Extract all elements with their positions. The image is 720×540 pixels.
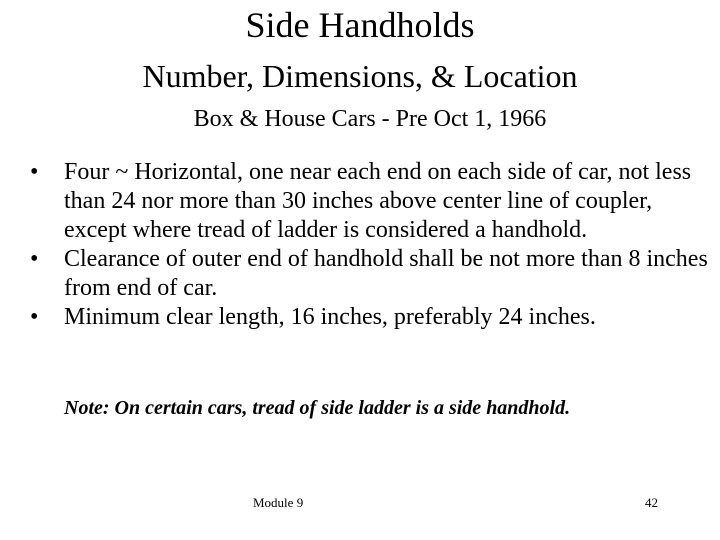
slide-scope-heading: Box & House Cars - Pre Oct 1, 1966: [193, 106, 547, 132]
bullet-text: Minimum clear length, 16 inches, preferably 24 inches.: [64, 304, 596, 330]
bullet-marker: •: [30, 159, 39, 185]
slide-subtitle: Number, Dimensions, & Location: [142, 58, 578, 94]
footer-module-label: Module 9: [253, 495, 304, 510]
bullet-text: Four ~ Horizontal, one near each end on each side of car, not less than 24 nor more than 30 inches above center line of coupler, except where tread of ladder is considered a handhold.: [64, 159, 692, 243]
bullet-marker: •: [30, 304, 39, 330]
bullet-item: [30, 158, 710, 245]
bullet-item: [30, 303, 710, 332]
bullet-item: [30, 245, 710, 303]
bullet-list: [30, 158, 710, 332]
footer-page-number: 42: [645, 495, 658, 510]
slide-title: Side Handholds: [245, 5, 475, 45]
bullet-text: Clearance of outer end of handhold shall be not more than 8 inches from end of car.: [64, 246, 708, 301]
note-text: Note: On certain cars, tread of side ladder is a side handhold.: [64, 397, 571, 419]
bullet-marker: •: [30, 246, 39, 272]
